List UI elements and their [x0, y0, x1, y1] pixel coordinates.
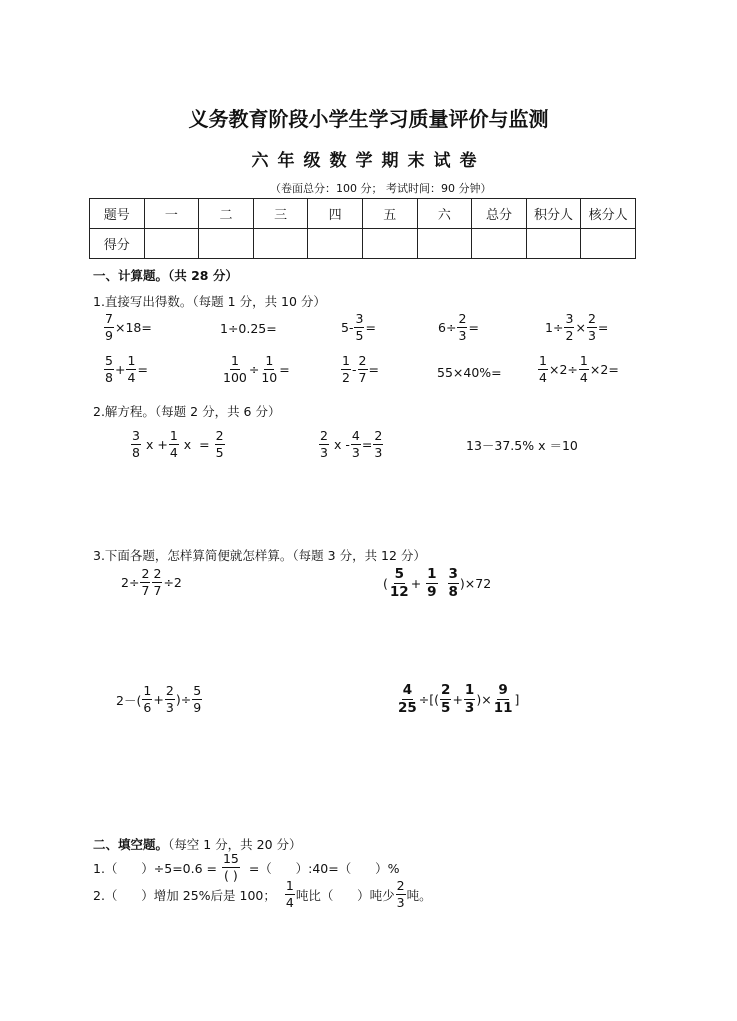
- q2-equation-2: 2 3 x - $\frac{4}{3}$ = $\frac{2}{3}$: [320, 428, 383, 460]
- fraction: $\frac{1}{100}$: [223, 353, 247, 385]
- section1-title: 一、计算题。（共 28 分）: [93, 268, 238, 283]
- fraction: 2 3: [396, 878, 405, 910]
- fraction: 3 8: [132, 428, 140, 460]
- fraction: $\frac{2}{3}$: [165, 683, 174, 715]
- exam-title: 义务教育阶段小学生学习质量评价与监测: [188, 107, 549, 131]
- q3-expr-2: ( 5 12 + $\frac{1}{9}$ 3 8 )×72: [383, 566, 492, 600]
- q1-title: 1.直接写出得数。（每题 1 分，共 10 分）: [93, 294, 326, 309]
- score-cell: 积分人: [526, 199, 581, 229]
- fraction: 5 12: [389, 566, 409, 600]
- score-blank-cell[interactable]: [199, 229, 254, 259]
- score-blank-cell[interactable]: [472, 229, 527, 259]
- score-cell: 六: [417, 199, 472, 229]
- fraction: 3 8: [448, 566, 458, 600]
- fraction: $\frac{1}{10}$: [261, 353, 278, 385]
- fraction: $\frac{2}{3}$: [458, 311, 467, 343]
- score-table-header-row: [90, 199, 636, 229]
- q3-expr-1: 2÷ $\frac{2}{7}$ $\frac{2}{7}$ ÷2: [121, 566, 182, 598]
- score-blank-cell[interactable]: [526, 229, 581, 259]
- q1-expr-4: 6÷ $\frac{2}{3}$ =: [438, 311, 479, 343]
- q1-expr-6: 5 8 + $\frac{1}{4}$ =: [105, 353, 148, 385]
- score-cell: 四: [308, 199, 363, 229]
- score-blank-cell[interactable]: [417, 229, 472, 259]
- score-blank-cell[interactable]: [308, 229, 363, 259]
- fraction: 15 ( ): [222, 851, 239, 883]
- q1-expr-3: 5- $\frac{3}{5}$ =: [341, 311, 376, 343]
- fraction: 1 2: [342, 353, 350, 385]
- score-cell: 一: [144, 199, 199, 229]
- fraction: 5 8: [105, 353, 113, 385]
- fraction: $\frac{1}{3}$: [464, 682, 475, 716]
- fraction: $\frac{2}{3}$: [587, 311, 596, 343]
- fraction: 1 4: [285, 878, 294, 910]
- score-blank-cell[interactable]: [144, 229, 199, 259]
- score-blank-cell[interactable]: [362, 229, 417, 259]
- score-blank-cell[interactable]: [581, 229, 636, 259]
- fraction: $\frac{1}{4}$: [539, 353, 547, 385]
- score-cell: 核分人: [581, 199, 636, 229]
- q1-expr-1: $\frac{7}{9}$ ×18=: [105, 311, 152, 343]
- score-row-label: 得分: [90, 229, 145, 259]
- q3-title: 3.下面各题，怎样算简便就怎样算。（每题 3 分，共 12 分）: [93, 548, 426, 563]
- q1-expr-8: 1 2 - $\frac{2}{7}$ =: [342, 353, 379, 385]
- q1-expr-2: 1÷0.25=: [220, 321, 277, 336]
- fraction: $\frac{3}{2}$: [565, 311, 574, 343]
- fraction: $\frac{2}{5}$: [215, 428, 224, 460]
- score-cell: 五: [362, 199, 417, 229]
- score-info: （卷面总分：100 分； 考试时间：90 分钟）: [270, 182, 492, 195]
- fraction: $\frac{2}{7}$: [141, 566, 150, 598]
- q2-equation-3: 13－37.5% x ＝10: [466, 438, 578, 453]
- q3-expr-4: $\frac{4}{25}$ ÷[( 2 5 + $\frac{1}{3}$ )× $\frac{9}{11}$ ]: [398, 682, 520, 716]
- section2-title: 二、填空题。（每空 1 分，共 20 分）: [93, 837, 302, 852]
- q1-expr-7: $\frac{1}{100}$ ÷ $\frac{1}{10}$ =: [223, 353, 290, 385]
- fraction: $\frac{1}{4}$: [127, 353, 136, 385]
- score-cell: 总分: [472, 199, 527, 229]
- q2-equation-1: 3 8 x + $\frac{1}{4}$ x = $\frac{2}{5}$: [132, 428, 224, 460]
- fraction: $\frac{2}{7}$: [358, 353, 367, 385]
- score-table: [89, 198, 636, 259]
- fraction: $\frac{1}{4}$: [169, 428, 178, 460]
- score-table-score-row: [90, 229, 636, 259]
- fraction: 2 3: [320, 428, 328, 460]
- fill-blank-1: 1.（ ）÷5=0.6 = 15 ( ) =（ ）:40=（ ）%: [93, 851, 400, 883]
- score-blank-cell[interactable]: [253, 229, 308, 259]
- score-cell: 三: [253, 199, 308, 229]
- fraction: $\frac{7}{9}$: [105, 311, 113, 343]
- exam-subtitle: 六年级数学期末试卷: [251, 151, 486, 171]
- fraction: $\frac{4}{25}$: [398, 682, 417, 716]
- q1-expr-10: $\frac{1}{4}$ ×2÷ $\frac{1}{4}$ ×2=: [539, 353, 619, 385]
- fraction: $\frac{9}{11}$: [493, 682, 513, 716]
- fraction: 1 6: [143, 683, 152, 715]
- fraction: $\frac{4}{3}$: [351, 428, 360, 460]
- fraction: $\frac{2}{7}$: [153, 566, 162, 598]
- fill-blank-2: 2.（ ）增加 25%后是 100； 1 4 吨比（ ）吨少 2 3 吨。: [93, 878, 432, 910]
- fraction: $\frac{1}{9}$: [427, 566, 437, 600]
- fraction: $\frac{1}{4}$: [579, 353, 588, 385]
- q3-expr-3: 2－( 1 6 + $\frac{2}{3}$ )÷ $\frac{5}{9}$: [116, 683, 202, 715]
- fraction: 2 5: [441, 682, 451, 716]
- score-cell: 题号: [90, 199, 145, 229]
- fraction: $\frac{5}{9}$: [193, 683, 202, 715]
- q1-expr-5: 1÷ $\frac{3}{2}$ × $\frac{2}{3}$ =: [545, 311, 609, 343]
- fraction: $\frac{3}{5}$: [355, 311, 364, 343]
- q1-expr-9: 55×40%=: [437, 365, 502, 380]
- fraction: $\frac{2}{3}$: [374, 428, 383, 460]
- q2-title: 2.解方程。（每题 2 分，共 6 分）: [93, 404, 281, 419]
- score-cell: 二: [199, 199, 254, 229]
